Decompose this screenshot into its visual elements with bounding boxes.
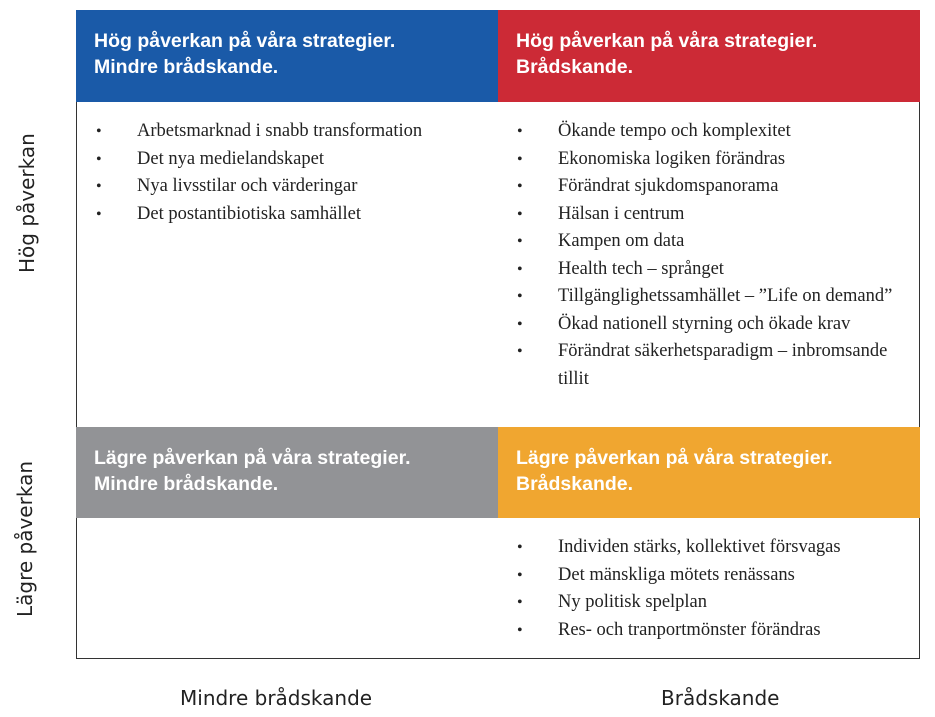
bullet-icon: • [517,621,523,639]
bullet-icon: • [517,343,523,360]
bullet-icon: • [517,205,523,223]
quadrant-body-bottom-right [498,518,920,659]
list-item-text: Kampen om data [558,231,685,251]
quadrant-title-line1: Hög påverkan på våra strategier. [516,30,818,52]
bullet-icon: • [517,123,523,140]
x-axis-label-urgent: Brådskande [661,686,780,710]
list-item-text: Health tech – språnget [558,258,724,279]
quadrant-title-line2: Brådskande. [516,473,634,495]
bullet-icon: • [517,288,523,305]
list-item [498,562,918,590]
quadrant-title-line2: Brådskande. [516,56,634,78]
list-item [498,256,898,284]
bullet-icon: • [517,315,523,333]
quadrant-header-top-left [76,10,498,102]
bullet-icon: • [96,150,102,168]
quadrant-header-bottom-left [76,427,498,518]
list-item-text: Ökande tempo och komplexitet [558,121,791,141]
bullet-icon: • [517,566,523,584]
list-item [498,534,918,562]
list-item-text: Tillgänglighetssamhället – ”Life on demand” [558,286,893,306]
list-item [498,311,898,339]
list-item-text: Det mänskliga mötets renässans [558,564,795,585]
list-item [498,338,898,393]
list-item [498,118,898,146]
quadrant-title-line2: Mindre brådskande. [94,473,279,495]
quadrant-header-top-right [498,10,920,102]
bullet-icon: • [517,260,523,278]
list-item [77,118,497,146]
quadrant-title-line1: Hög påverkan på våra strategier. [94,30,396,52]
list-item [498,173,898,201]
x-axis-label-less-urgent: Mindre brådskande [180,686,373,710]
list-item-text: Förändrat sjukdomspanorama [558,176,779,196]
list-item-text: Förändrat säkerhetsparadigm – inbromsande tillit [558,341,888,389]
bullet-icon: • [517,178,523,195]
bullet-icon: • [517,594,523,611]
quadrant-header-bottom-right [498,427,920,518]
list-item [77,173,497,201]
list-item [498,617,918,645]
quadrant-body-top-left [76,102,499,427]
list-item [498,283,898,311]
quadrant-title-line2: Mindre brådskande. [94,56,279,78]
list-item [77,146,497,174]
list-item-text: Det postantibiotiska samhället [137,203,362,224]
bullet-icon: • [96,205,102,223]
quadrant-body-top-right [498,102,920,427]
list-item-text: Res- och tranportmönster förändras [558,619,821,640]
list-item-text: Det nya medielandskapet [137,148,324,169]
quadrant-title-line1: Lägre påverkan på våra strategier. [516,447,833,469]
bullet-icon: • [517,539,523,556]
y-axis-label-high-impact: Hög påverkan [15,133,39,273]
bullet-icon: • [517,233,523,250]
bullet-icon: • [96,123,102,140]
list-item [498,589,918,617]
quadrant-body-bottom-left [76,518,499,659]
list-item-text: Ny politisk spelplan [558,592,708,612]
list-item-text: Arbetsmarknad i snabb transformation [137,121,423,141]
bullet-icon: • [96,178,102,195]
list-item-text: Hälsan i centrum [558,203,685,224]
list-item [498,228,898,256]
list-item [498,201,898,229]
list-item [77,201,497,229]
item-list [498,534,918,644]
list-item-text: Individen stärks, kollektivet försvagas [558,537,841,557]
quadrant-title-line1: Lägre påverkan på våra strategier. [94,447,411,469]
y-axis-label-low-impact: Lägre påverkan [13,461,37,618]
bullet-icon: • [517,150,523,168]
item-list [498,118,898,393]
list-item-text: Ökad nationell styrning och ökade krav [558,313,851,334]
list-item [498,146,898,174]
item-list [77,118,497,228]
list-item-text: Ekonomiska logiken förändras [558,148,786,169]
list-item-text: Nya livsstilar och värderingar [137,176,358,196]
